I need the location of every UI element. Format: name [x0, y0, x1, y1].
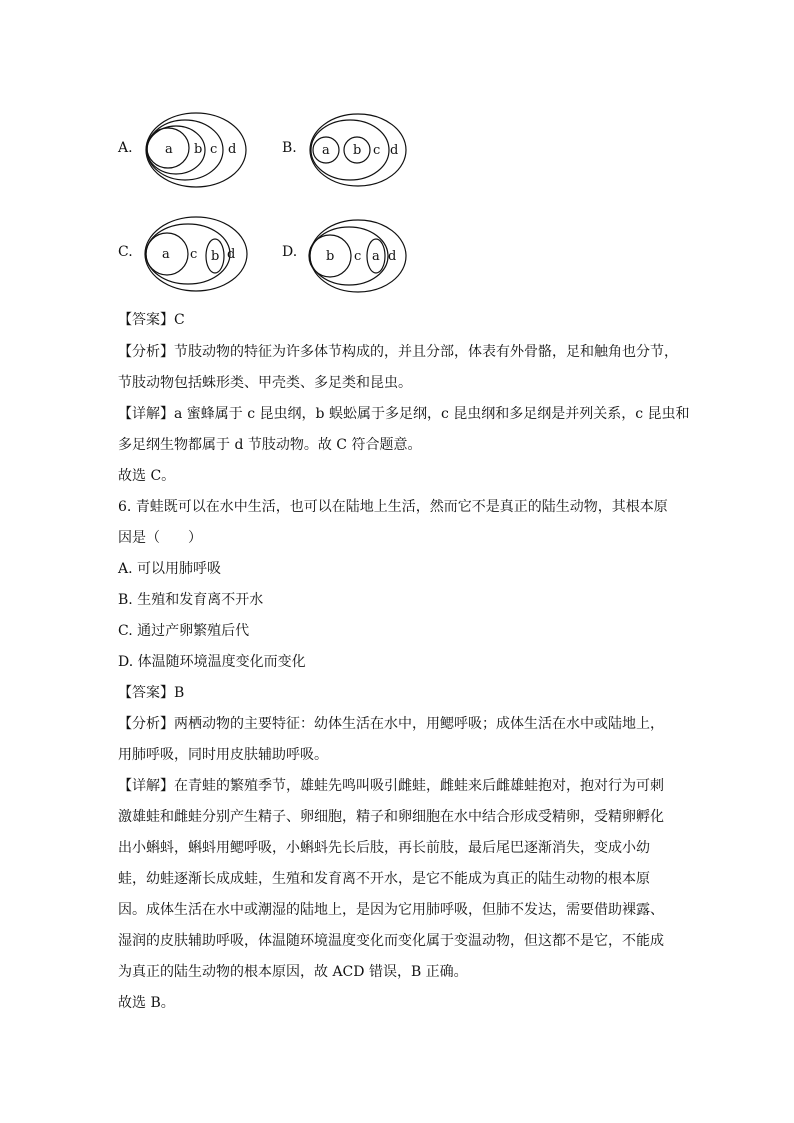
venn-diagram-b — [304, 110, 414, 190]
venn-c-label-1: a — [162, 247, 170, 262]
venn-b-label-2: b — [353, 143, 362, 158]
venn-c-label-3: b — [211, 249, 220, 264]
option-a-label: A. — [118, 140, 133, 156]
venn-diagram-d — [304, 214, 414, 294]
venn-a-label-1: a — [165, 142, 173, 157]
venn-b-label-4: d — [390, 143, 399, 158]
q6-option-a: A. 可以用肺呼吸 — [118, 561, 222, 577]
q6-detail-line-3: 出小蝌蚪，蝌蚪用鳃呼吸，小蝌蚪先长后肢，再长前肢，最后尾巴逐渐消失，变成小幼 — [118, 840, 650, 856]
q6-detail-line-1: 【详解】在青蛙的繁殖季节，雄蛙先鸣叫吸引雌蛙，雌蛙来后雌雄蛙抱对，抱对行为可刺 — [118, 778, 664, 794]
q6-option-c: C. 通过产卵繁殖后代 — [118, 623, 250, 639]
venn-b-label-3: c — [373, 143, 381, 158]
venn-d-label-4: d — [388, 249, 397, 264]
q6-detail-line-4: 蛙，幼蛙逐渐长成成蛙，生殖和发育离不开水，是它不能成为真正的陆生动物的根本原 — [118, 871, 650, 887]
q6-option-b: B. 生殖和发育离不开水 — [118, 592, 264, 608]
q6-answer: 【答案】B — [118, 685, 185, 701]
venn-a-label-4: d — [228, 142, 237, 157]
venn-diagram-a — [140, 110, 250, 190]
q5-detail-line-2: 多足纲生物都属于 d 节肢动物。故 C 符合题意。 — [118, 437, 422, 453]
q6-detail-line-2: 激雄蛙和雌蛙分别产生精子、卵细胞，精子和卵细胞在水中结合形成受精卵，受精卵孵化 — [118, 809, 664, 825]
q5-answer: 【答案】C — [118, 312, 185, 328]
venn-b-label-1: a — [322, 143, 330, 158]
venn-a-label-2: b — [194, 142, 203, 157]
q6-analysis-line-1: 【分析】两栖动物的主要特征：幼体生活在水中，用鳃呼吸；成体生活在水中或陆地上， — [118, 716, 664, 732]
venn-c-label-2: c — [190, 247, 198, 262]
q6-detail-line-7: 为真正的陆生动物的根本原因，故 ACD 错误，B 正确。 — [118, 964, 468, 980]
q5-detail-line-1: 【详解】a 蜜蜂属于 c 昆虫纲，b 蜈蚣属于多足纲，c 昆虫纲和多足纲是并列关系，c 昆虫和 — [118, 406, 690, 422]
q6-conclusion: 故选 B。 — [118, 995, 175, 1011]
venn-diagram-c — [140, 214, 250, 294]
venn-c-label-4: d — [227, 247, 236, 262]
q5-analysis-line-2: 节肢动物包括蛛形类、甲壳类、多足类和昆虫。 — [118, 375, 412, 391]
q5-conclusion: 故选 C。 — [118, 468, 176, 484]
option-b-label: B. — [282, 140, 297, 156]
q6-detail-line-5: 因。成体生活在水中或潮湿的陆地上，是因为它用肺呼吸，但肺不发达，需要借助裸露、 — [118, 902, 664, 918]
q6-analysis-line-2: 用肺呼吸，同时用皮肤辅助呼吸。 — [118, 747, 328, 763]
venn-d-label-2: c — [354, 249, 362, 264]
q6-stem-line-2: 因是（ ） — [118, 530, 202, 546]
q6-stem-line-1: 6. 青蛙既可以在水中生活，也可以在陆地上生活，然而它不是真正的陆生动物，其根本原 — [118, 499, 668, 515]
q6-detail-line-6: 湿润的皮肤辅助呼吸，体温随环境温度变化而变化属于变温动物，但这都不是它，不能成 — [118, 933, 664, 949]
venn-d-label-1: b — [326, 249, 335, 264]
option-c-label: C. — [118, 244, 133, 260]
venn-a-label-3: c — [210, 142, 218, 157]
q5-analysis-line-1: 【分析】节肢动物的特征为许多体节构成的，并且分部，体表有外骨骼，足和触角也分节， — [118, 344, 678, 360]
option-d-label: D. — [282, 244, 298, 260]
q6-option-d: D. 体温随环境温度变化而变化 — [118, 654, 306, 670]
venn-d-label-3: a — [372, 249, 380, 264]
